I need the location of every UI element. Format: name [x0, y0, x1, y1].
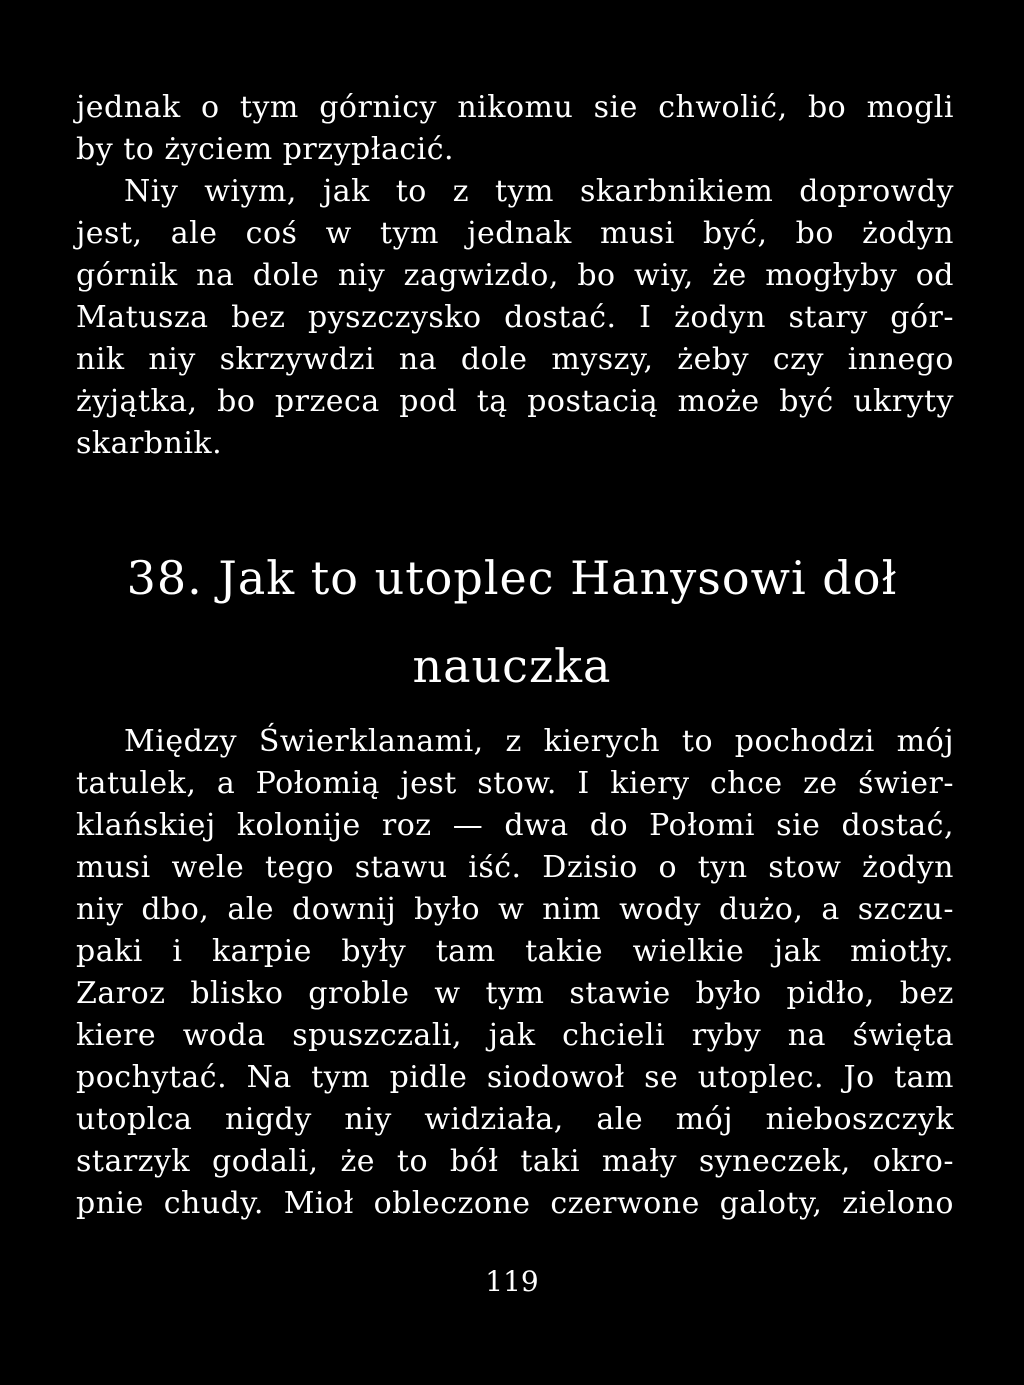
text-line: pochytać. Na tym pidle siodowoł se utoplec. Jo tam — [76, 1060, 954, 1095]
chapter-title: 38. Jak to utoplec Hanysowi doł — [126, 551, 898, 605]
text-line: Matusza bez pyszczysko dostać. I żodyn stary gór- — [76, 300, 954, 335]
text-line: Między Świerklanami, z kierych to pochodzi mój — [124, 724, 954, 759]
text-line: górnik na dole niy zagwizdo, bo wiy, że mogłyby od — [76, 258, 954, 293]
text-line: klańskiej kolonije roz — dwa do Połomi sie dostać, — [76, 808, 954, 843]
chapter-subtitle: nauczka — [412, 639, 612, 693]
text-line: pnie chudy. Mioł obleczone czerwone galoty, zielono — [76, 1186, 954, 1221]
text-line: musi wele tego stawu iść. Dzisio o tyn stow żodyn — [76, 850, 954, 885]
text-line: tatulek, a Połomią jest stow. I kiery chce ze świer- — [76, 766, 954, 801]
text-line: paki i karpie były tam takie wielkie jak miotły. — [76, 934, 954, 969]
text-line: nik niy skrzywdzi na dole myszy, żeby czy innego — [76, 342, 954, 377]
text-line: Niy wiym, jak to z tym skarbnikiem doprowdy — [124, 174, 954, 209]
text-line: jednak o tym górnicy nikomu sie chwolić, bo mogli — [76, 90, 954, 125]
text-line: utoplca nigdy niy widziała, ale mój nieboszczyk — [76, 1102, 954, 1137]
text-line: kiere woda spuszczali, jak chcieli ryby na święta — [76, 1018, 954, 1053]
text-line: skarbnik. — [76, 426, 223, 461]
text-line: by to życiem przypłacić. — [76, 132, 455, 167]
page-number: 119 — [485, 1265, 539, 1298]
text-line: jest, ale coś w tym jednak musi być, bo żodyn — [76, 216, 954, 251]
text-line: żyjątka, bo przeca pod tą postacią może być ukryty — [76, 384, 954, 419]
text-line: starzyk godali, że to bół taki mały syneczek, okro- — [76, 1144, 954, 1179]
text-line: niy dbo, ale downij było w nim wody dużo, a szczu- — [76, 892, 954, 927]
text-line: Zaroz blisko groble w tym stawie było pidło, bez — [76, 976, 954, 1011]
